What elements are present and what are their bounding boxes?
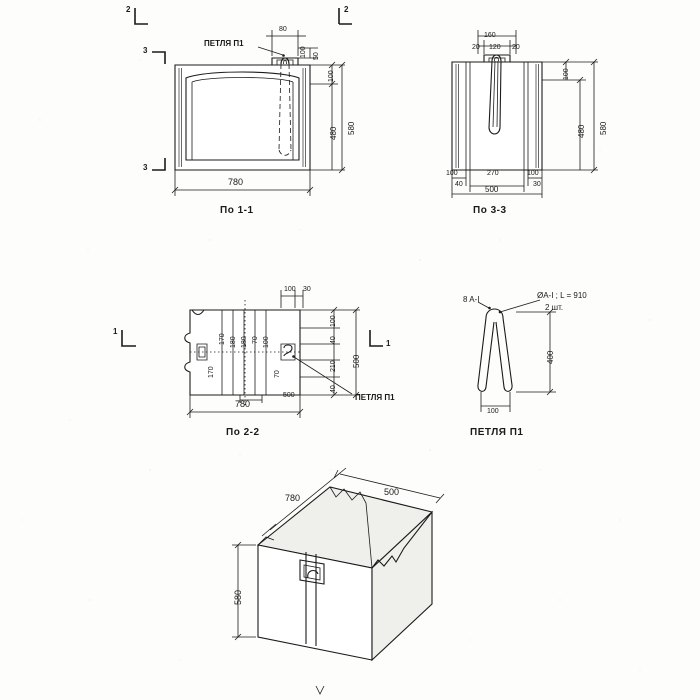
dim-580-right: 580 xyxy=(347,121,356,135)
section-mark-3-label-lower: 3 xyxy=(143,163,148,172)
dim-70-a-2-2: 70 xyxy=(252,336,259,344)
dim-780-bottom: 780 xyxy=(228,177,244,187)
dim-100-br-3-3: 100 xyxy=(527,170,539,177)
dim-170-a-2-2: 170 xyxy=(219,333,226,345)
iso-dim-780: 780 xyxy=(285,493,301,503)
dim-40-a-2-2: 40 xyxy=(330,336,337,344)
dim-30-top-2-2: 30 xyxy=(303,286,311,293)
loop-bar-mark: 8 A-I xyxy=(463,295,480,304)
dim-30-3-3: 30 xyxy=(533,181,541,188)
dim-100-bl-3-3: 100 xyxy=(446,170,458,177)
loop-qty: 2 шт. xyxy=(545,303,564,312)
dim-100-right: 100 xyxy=(328,70,335,82)
dim-580-right-3-3: 580 xyxy=(599,121,608,135)
loop-dim-400: 400 xyxy=(546,350,555,364)
dim-780-bottom-2-2: 780 xyxy=(235,399,251,409)
dim-40-b-2-2: 40 xyxy=(330,385,337,393)
dim-80-top: 80 xyxy=(279,26,287,33)
dim-20-left-3-3: 20 xyxy=(472,44,480,51)
dim-180-b-2-2: 180 xyxy=(241,336,248,348)
dim-480-right: 480 xyxy=(329,126,338,140)
dim-480-right-3-3: 480 xyxy=(577,124,586,138)
loop-label-view-2-2: ПЕТЛЯ П1 xyxy=(355,393,395,402)
section-mark-2-label-left: 2 xyxy=(126,5,131,14)
caption-loop-detail: ПЕТЛЯ П1 xyxy=(470,427,524,438)
dim-70-b-2-2: 70 xyxy=(274,370,281,378)
dim-100-top-2-2: 100 xyxy=(284,286,296,293)
section-mark-2-label-right: 2 xyxy=(344,5,349,14)
dim-100-right-2-2: 100 xyxy=(330,315,337,327)
dim-170-b-2-2: 170 xyxy=(208,366,215,378)
dim-500-3-3: 500 xyxy=(485,185,499,194)
dim-100-inner-2-2: 100 xyxy=(263,336,270,348)
iso-block xyxy=(232,468,444,694)
dim-180-a-2-2: 180 xyxy=(230,336,237,348)
dim-500-bottom-2-2: 500 xyxy=(283,392,295,399)
section-mark-1-label-left: 1 xyxy=(113,327,118,336)
loop-dim-100: 100 xyxy=(487,408,499,415)
section-mark-3-label-upper: 3 xyxy=(143,46,148,55)
section-mark-1-label-right: 1 xyxy=(386,339,391,348)
iso-dim-580: 580 xyxy=(233,589,243,605)
loop-label-view-1-1: ПЕТЛЯ П1 xyxy=(204,39,244,48)
dim-160-top-3-3: 160 xyxy=(484,32,496,39)
dim-20-right-3-3: 20 xyxy=(512,44,520,51)
caption-view-1-1: По 1-1 xyxy=(220,205,254,216)
dim-100-right-3-3: 100 xyxy=(563,68,570,80)
caption-view-2-2: По 2-2 xyxy=(226,427,260,438)
caption-view-3-3: По 3-3 xyxy=(473,205,507,216)
dim-210-2-2: 210 xyxy=(330,360,337,372)
dim-120-3-3: 120 xyxy=(489,44,501,51)
dim-50-notch: 50 xyxy=(313,52,320,60)
dim-40-3-3: 40 xyxy=(455,181,463,188)
dim-100-notch: 100 xyxy=(300,46,307,58)
iso-dim-500: 500 xyxy=(384,487,400,497)
dim-270-3-3: 270 xyxy=(487,170,499,177)
loop-spec: ØA-I ; L = 910 xyxy=(537,291,587,300)
dim-500-right-2-2: 500 xyxy=(352,354,361,368)
